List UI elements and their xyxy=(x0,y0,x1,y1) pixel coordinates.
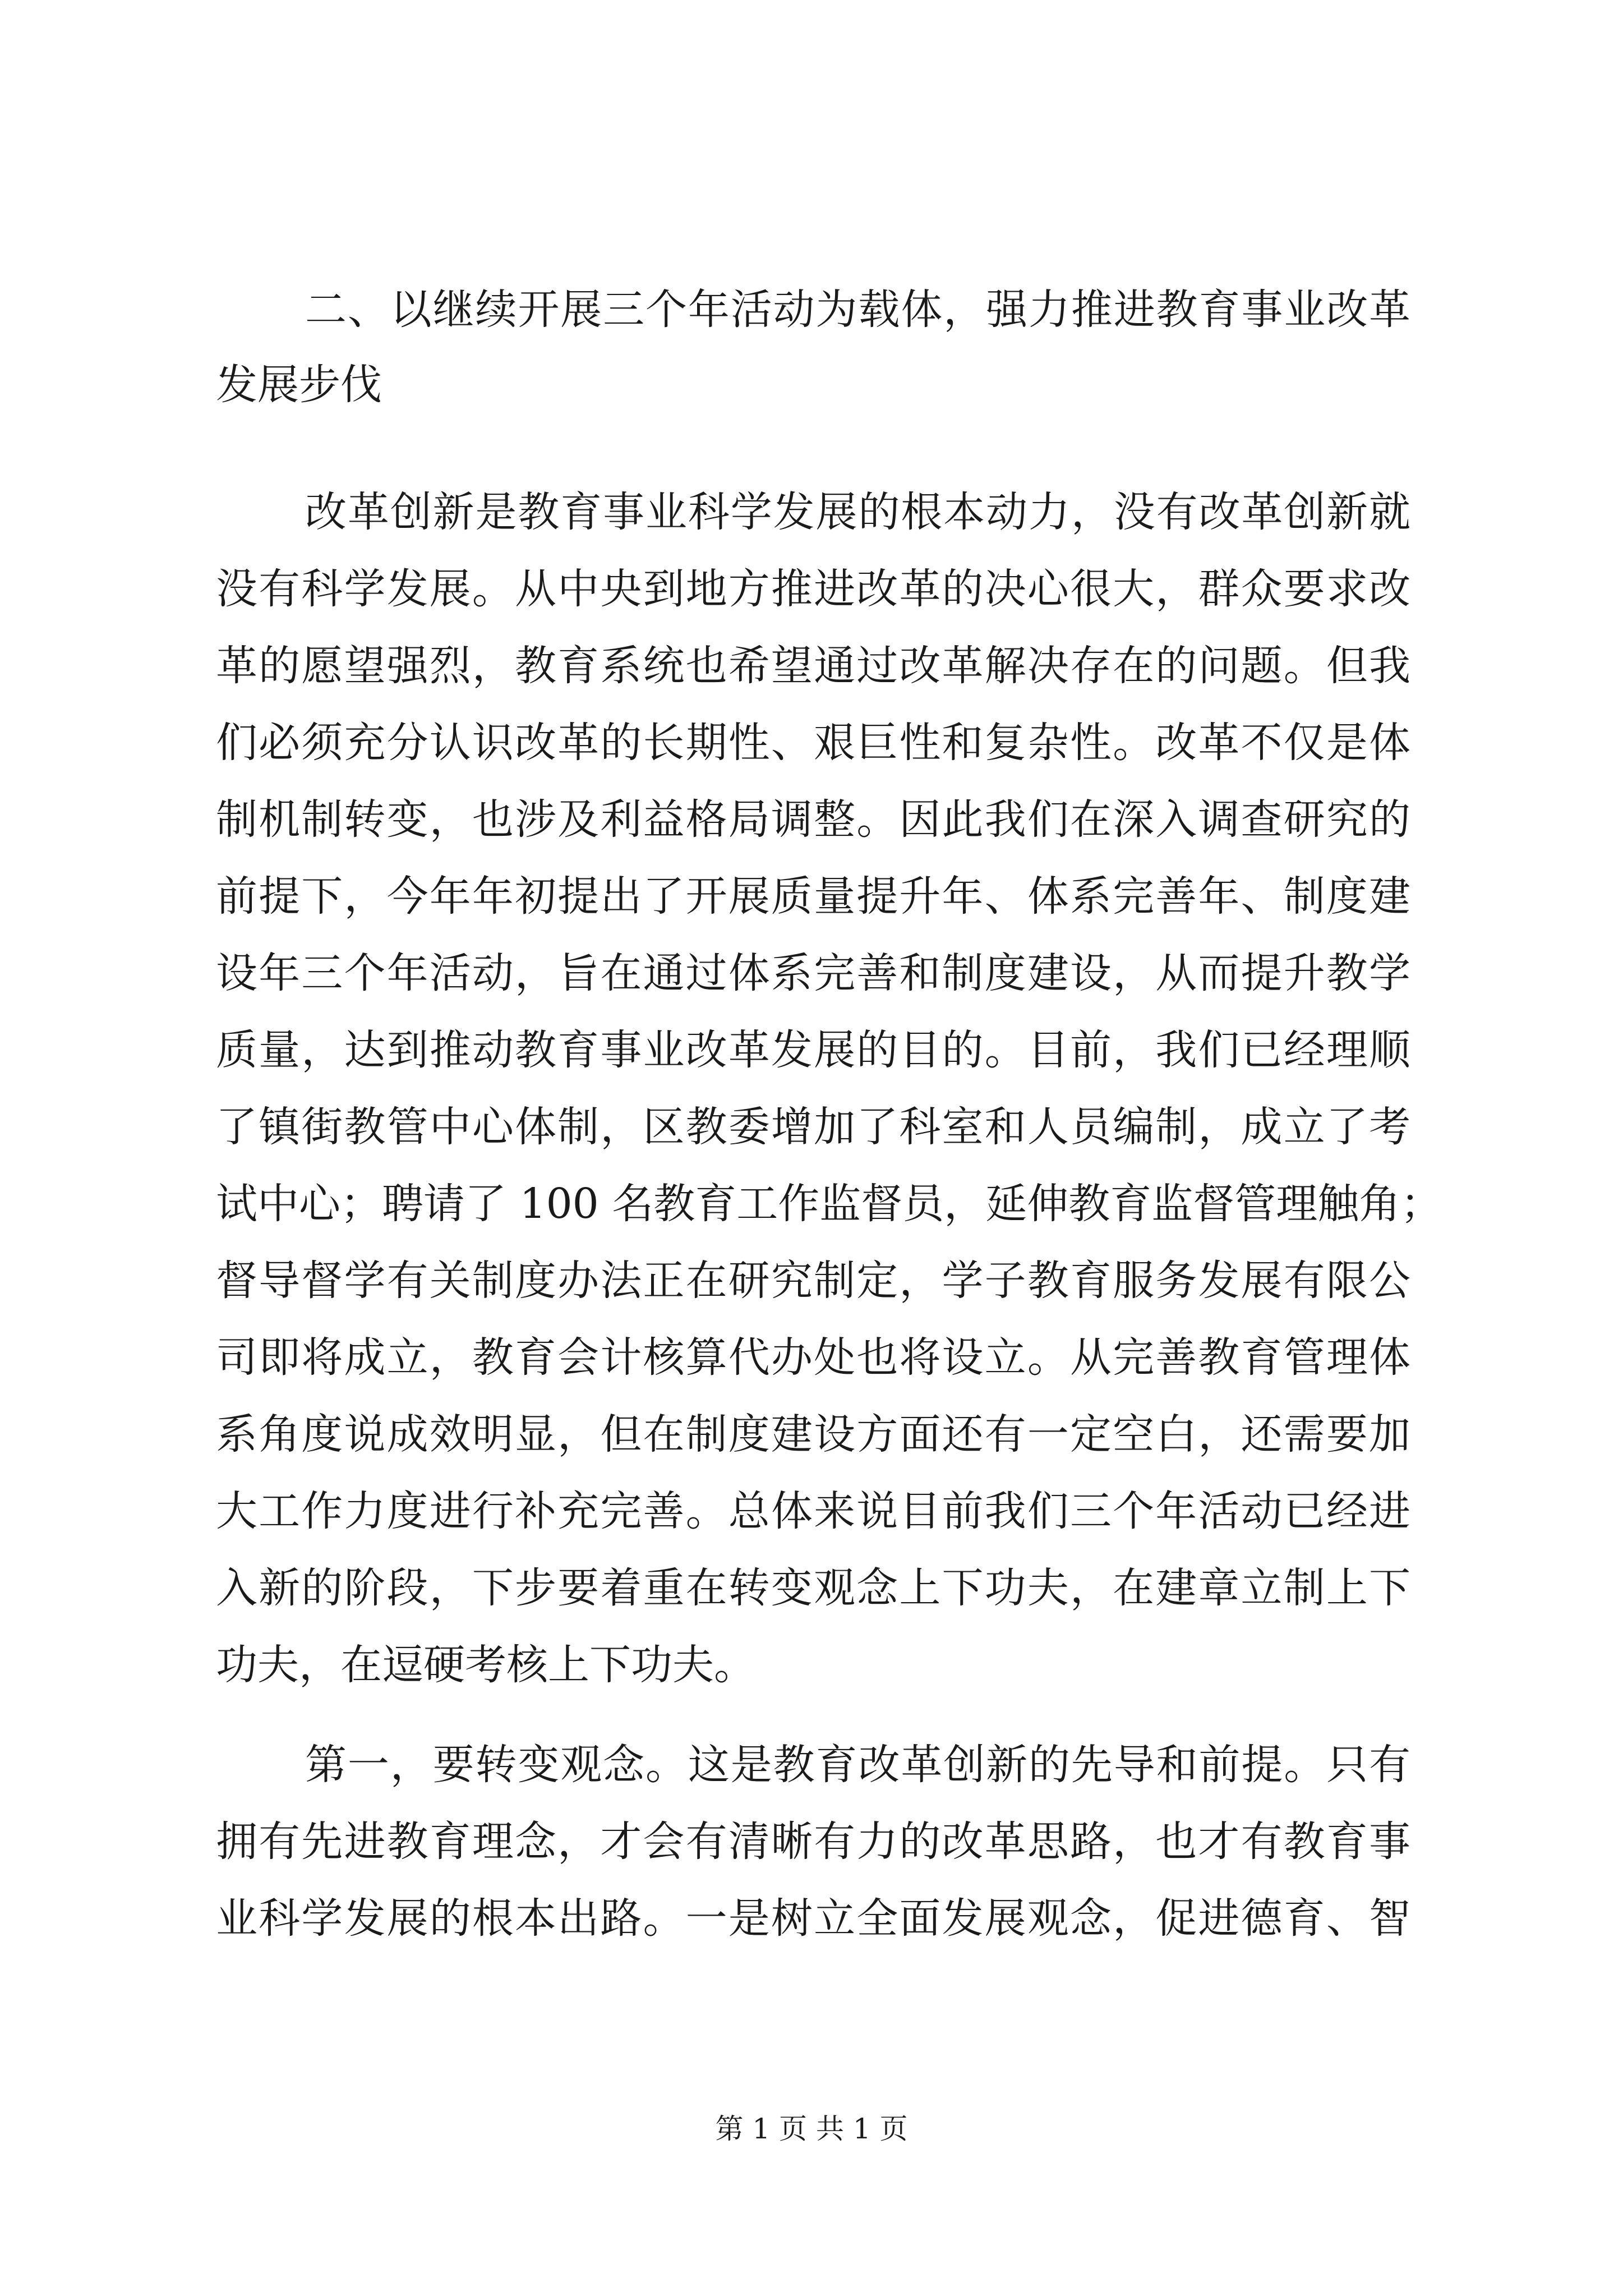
page-number-footer: 第 1 页 共 1 页 xyxy=(715,2113,908,2145)
para1-line-16: 功夫，在逗硬考核上下功夫。 xyxy=(216,1641,755,1689)
para1-line-3: 革的愿望强烈，教育系统也希望通过改革解决存在的问题。但我 xyxy=(216,642,1410,690)
para1-line-7: 设年三个年活动，旨在通过体系完善和制度建设，从而提升教学 xyxy=(216,949,1410,997)
para1-line-9: 了镇街教管中心体制，区教委增加了科室和人员编制，成立了考 xyxy=(216,1103,1410,1151)
para1-line-1: 改革创新是教育事业科学发展的根本动力，没有改革创新就 xyxy=(305,488,1410,536)
para2-line-1: 第一，要转变观念。这是教育改革创新的先导和前提。只有 xyxy=(305,1741,1410,1789)
para1-line-14: 大工作力度进行补充完善。总体来说目前我们三个年活动已经进 xyxy=(216,1487,1410,1535)
para1-line-13: 系角度说成效明显，但在制度建设方面还有一定空白，还需要加 xyxy=(216,1410,1410,1458)
para1-line-11: 督导督学有关制度办法正在研究制定，学子教育服务发展有限公 xyxy=(216,1257,1410,1305)
para1-line-10: 试中心；聘请了 100 名教育工作监督员，延伸教育监督管理触角； xyxy=(216,1180,1442,1228)
para2-line-2: 拥有先进教育理念，才会有清晰有力的改革思路，也才有教育事 xyxy=(216,1818,1410,1866)
heading-line-1: 二、以继续开展三个年活动为载体，强力推进教育事业改革 xyxy=(305,286,1410,334)
para1-line-6: 前提下，今年年初提出了开展质量提升年、体系完善年、制度建 xyxy=(216,872,1410,921)
para1-line-5: 制机制转变，也涉及利益格局调整。因此我们在深入调查研究的 xyxy=(216,795,1410,844)
para1-line-12: 司即将成立，教育会计核算代办处也将设立。从完善教育管理体 xyxy=(216,1333,1410,1382)
para1-line-15: 入新的阶段，下步要着重在转变观念上下功夫，在建章立制上下 xyxy=(216,1564,1410,1612)
para1-line-2: 没有科学发展。从中央到地方推进改革的决心很大，群众要求改 xyxy=(216,565,1410,613)
para1-line-8: 质量，达到推动教育事业改革发展的目的。目前，我们已经理顺 xyxy=(216,1026,1410,1074)
heading-line-2: 发展步伐 xyxy=(216,361,382,409)
para2-line-3: 业科学发展的根本出路。一是树立全面发展观念，促进德育、智 xyxy=(216,1894,1410,1943)
para1-line-4: 们必须充分认识改革的长期性、艰巨性和复杂性。改革不仅是体 xyxy=(216,719,1410,767)
